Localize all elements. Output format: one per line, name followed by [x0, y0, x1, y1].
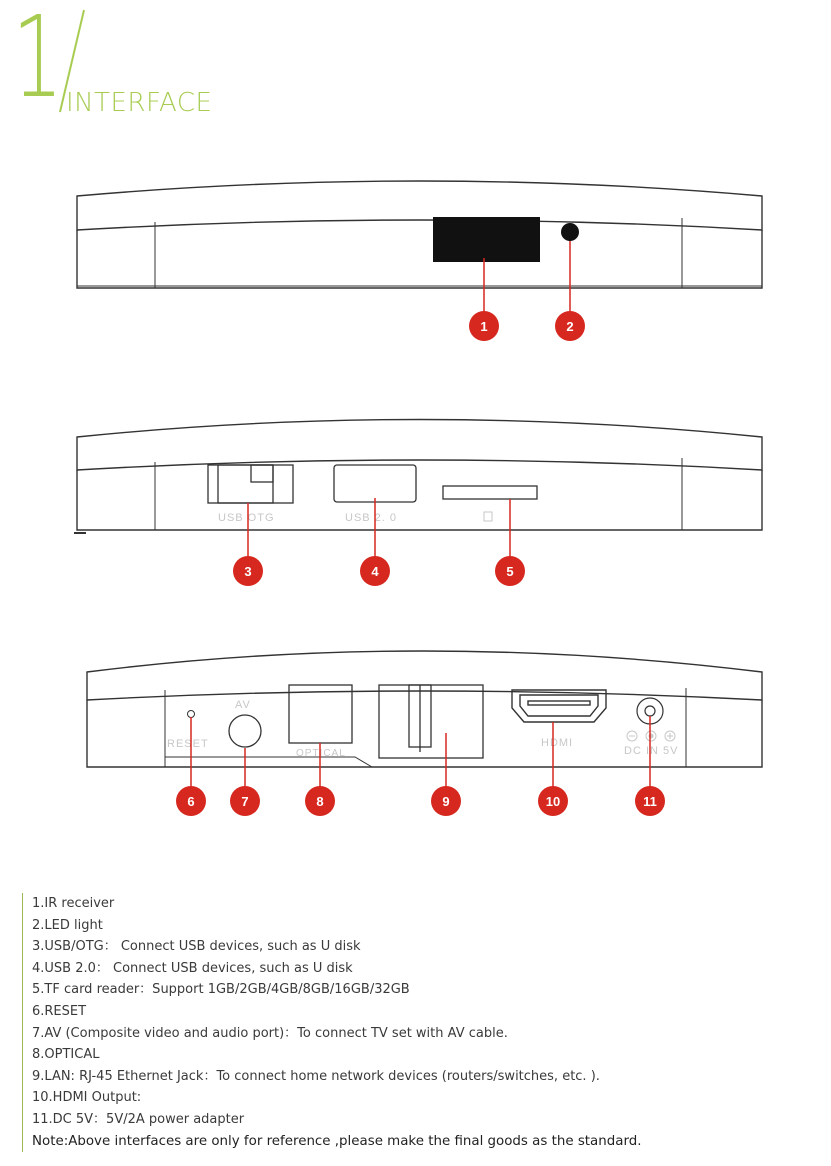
marker-11	[635, 786, 665, 816]
svg-text:8: 8	[316, 794, 324, 809]
list-item: 4.USB 2.0： Connect USB devices, such as U disk	[32, 960, 353, 976]
marker-10	[538, 786, 568, 816]
list-item: 7.AV (Composite video and audio port)：To connect TV set with AV cable.	[32, 1025, 508, 1041]
hdmi-port	[512, 690, 606, 722]
section-number: 1	[12, 0, 61, 123]
list-item: 5.TF card reader：Support 1GB/2GB/4GB/8GB/16GB/32GB	[32, 982, 410, 998]
led-light	[561, 223, 579, 241]
list-item: 1.IR receiver	[32, 896, 115, 911]
av-port	[229, 715, 261, 747]
marker-6	[176, 786, 206, 816]
page-title: INTERFACE	[66, 88, 213, 118]
list-item: 6.RESET	[32, 1003, 87, 1019]
polarity-icon	[627, 731, 675, 741]
svg-text:1: 1	[480, 319, 488, 334]
svg-text:10: 10	[545, 794, 561, 809]
marker-3	[233, 556, 263, 586]
marker-4	[360, 556, 390, 586]
tf-card-slot	[443, 486, 537, 499]
av-label: AV	[235, 699, 251, 711]
usb-otg-port	[208, 465, 293, 503]
ir-receiver-window	[433, 217, 540, 262]
usb2-port	[334, 465, 416, 502]
marker-1	[469, 311, 499, 341]
device-side-view	[74, 420, 762, 534]
marker-7	[230, 786, 260, 816]
marker-5	[495, 556, 525, 586]
svg-text:11: 11	[643, 794, 657, 809]
marker-9	[431, 786, 461, 816]
reset-label: RESET	[167, 738, 209, 750]
reset-hole	[188, 711, 195, 718]
device-front-view	[77, 181, 762, 288]
marker-2	[555, 311, 585, 341]
sd-card-icon	[484, 512, 492, 521]
svg-text:9: 9	[442, 794, 450, 809]
reference-note: Note:Above interfaces are only for reference ,please make the final goods as the standard.	[32, 1133, 642, 1149]
marker-8	[305, 786, 335, 816]
usb-otg-label: USB OTG	[218, 512, 275, 524]
svg-text:4: 4	[371, 564, 379, 579]
list-item: 8.OPTICAL	[32, 1047, 100, 1063]
svg-text:5: 5	[506, 564, 514, 579]
interface-list	[22, 893, 822, 1152]
svg-text:7: 7	[241, 794, 249, 809]
optical-label: OPTICAL	[296, 748, 346, 759]
optical-port	[289, 685, 352, 743]
svg-text:6: 6	[187, 794, 195, 809]
list-item: 11.DC 5V：5V/2A power adapter	[32, 1111, 245, 1127]
list-item: 10.HDMI Output:	[32, 1090, 142, 1106]
svg-text:3: 3	[244, 564, 252, 579]
list-item: 3.USB/OTG： Connect USB devices, such as U disk	[32, 939, 361, 955]
svg-text:2: 2	[566, 319, 574, 334]
lan-port	[379, 685, 483, 758]
dc-in-label: DC IN 5V	[624, 745, 679, 757]
usb2-label: USB 2. 0	[345, 512, 398, 524]
list-item: 9.LAN: RJ-45 Ethernet Jack：To connect home network devices (routers/switches, etc. ).	[32, 1068, 600, 1084]
list-item: 2.LED light	[32, 917, 103, 933]
hdmi-label: HDMI	[541, 737, 574, 749]
